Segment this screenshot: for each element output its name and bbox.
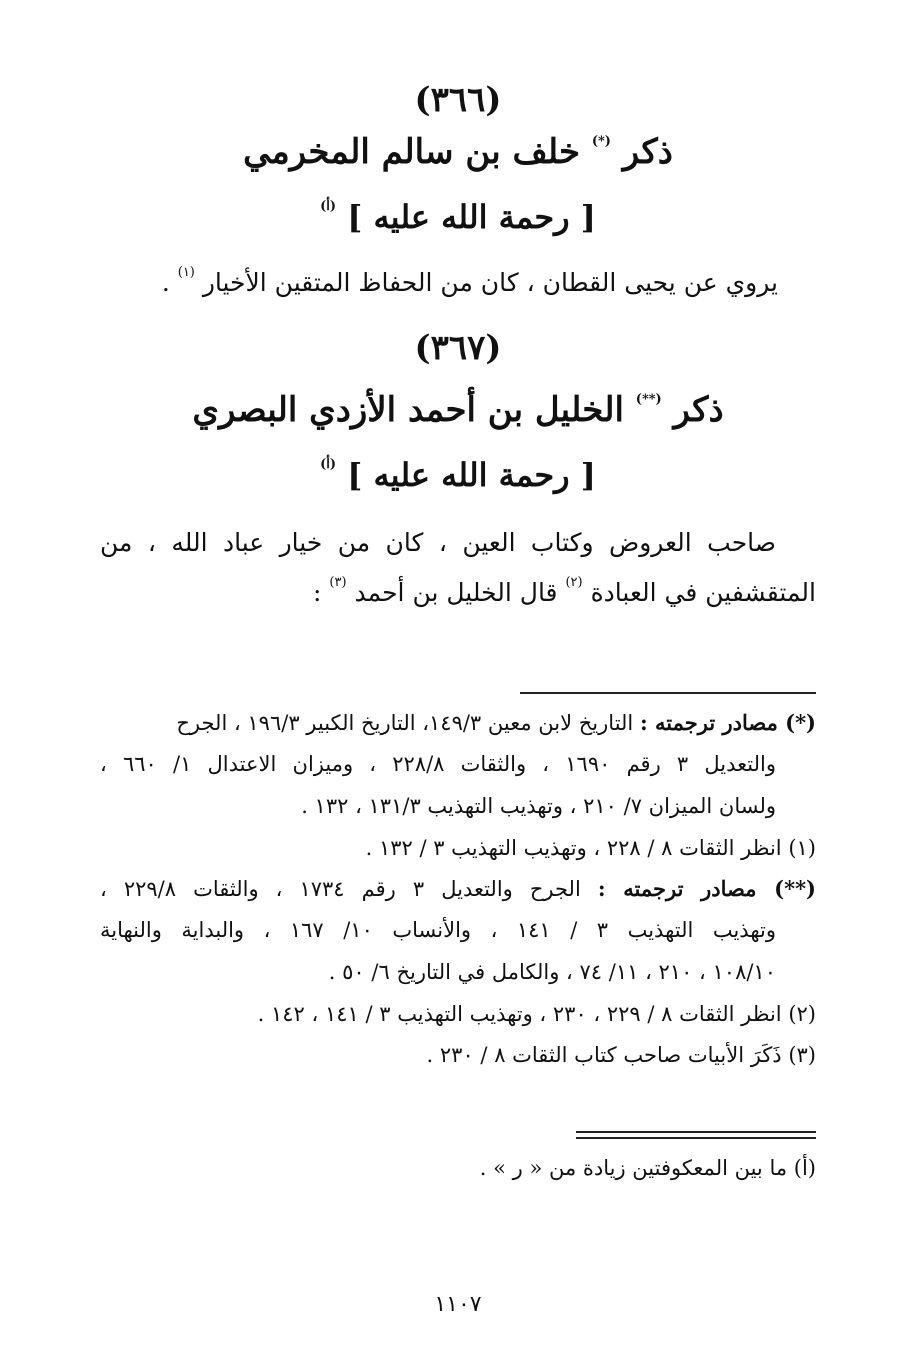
footnote-star-2-line1: الجرح والتعديل ٣ رقم ١٧٣٤ ، والثقات ٢٢٩/٨ ، [100, 877, 598, 901]
entry-366-prayer-text: [ رحمة الله عليه ] [347, 198, 596, 236]
entry-366-title-mark: (*) [591, 133, 611, 149]
footnote-star-1-line2: والتعديل ٣ رقم ١٦٩٠ ، والثقات ٢٢٨/٨ ، وميزان الاعتدال ١/ ٦٦٠ ، [100, 752, 776, 776]
entry-367-title-mark: (**) [635, 391, 662, 407]
footnote-separator [520, 692, 816, 694]
entry-367-prayer [0, 456, 916, 494]
entry-367-line1: صاحب العروض وكتاب العين ، كان من خيار عباد الله ، من [100, 528, 776, 557]
entry-366-prayer [0, 198, 916, 236]
footnote-2: (٢) انظر الثقات ٨ / ٢٢٩ ، ٢٣٠ ، وتهذيب التهذيب ٣ / ١٤١ ، ١٤٢ . [257, 1002, 816, 1026]
variant-note-separator-top [576, 1131, 816, 1133]
entry-367-note-3: (٣) [329, 574, 347, 590]
entry-366-prayer-note: (أ) [320, 199, 337, 215]
entry-367-line2 [100, 574, 816, 607]
footnote-a: (أ) ما بين المعكوفتين زيادة من « ر » . [479, 1156, 816, 1180]
entry-366-title [0, 132, 916, 172]
footnote-star-1-line1: التاريخ لابن معين ١٤٩/٣، التاريخ الكبير ١٩٦/٣ ، الجرح [176, 711, 640, 735]
page-number: ١١٠٧ [434, 1292, 482, 1317]
footnote-star-2-label: (**) مصادر ترجمته : [597, 876, 816, 901]
entry-367-prayer-note: (أ) [320, 457, 337, 473]
entry-366-text-body: يروي عن يحيى القطان ، كان من الحفاظ المتقين الأخيار [202, 268, 778, 297]
entry-367-title-prefix: ذكر [673, 390, 724, 430]
entry-367-title [0, 390, 916, 430]
entry-367-number: (٣٦٧) [414, 328, 502, 368]
entry-366-title-name: خلف بن سالم المخرمي [243, 132, 580, 172]
footnote-1: (١) انظر الثقات ٨ / ٢٢٨ ، وتهذيب التهذيب ٣ / ١٣٢ . [365, 836, 816, 860]
entry-366-text [161, 264, 778, 297]
entry-367-line2-a: المتقشفين في العبادة [590, 578, 816, 607]
entry-366-text-end: . [161, 268, 170, 297]
footnote-star-1-label: (*) مصادر ترجمته : [639, 710, 816, 735]
footnote-star-1-line3: ولسان الميزان ٧/ ٢١٠ ، وتهذيب التهذيب ١٣١/٣ ، ١٣٢ . [301, 794, 776, 818]
entry-367-line2-b: قال الخليل بن أحمد [354, 578, 558, 607]
variant-note-separator-bottom [576, 1137, 816, 1139]
footnote-star-2 [100, 876, 816, 901]
entry-367-line2-end: : [313, 578, 322, 607]
footnote-star-1 [100, 710, 816, 735]
footnote-star-2-line2: وتهذيب التهذيب ٣ / ١٤١ ، والأنساب ١٠/ ١٦٧ ، والبداية والنهاية [100, 918, 776, 942]
entry-366-number: (٣٦٦) [414, 80, 502, 120]
entry-366-title-prefix: ذكر [622, 132, 673, 172]
entry-367-note-2: (٢) [565, 574, 583, 590]
footnote-3: (٣) ذَكَرَ الأبيات صاحب كتاب الثقات ٨ / ٢٣٠ . [426, 1043, 816, 1067]
footnote-star-2-line3: ١٠٨/١٠ ، ٢١٠ ، ١١/ ٧٤ ، والكامل في التاريخ ٦/ ٥٠ . [328, 960, 776, 984]
entry-367-title-name: الخليل بن أحمد الأزدي البصري [192, 390, 624, 430]
entry-367-prayer-text: [ رحمة الله عليه ] [347, 456, 596, 494]
entry-366-text-note: (١) [177, 264, 195, 280]
